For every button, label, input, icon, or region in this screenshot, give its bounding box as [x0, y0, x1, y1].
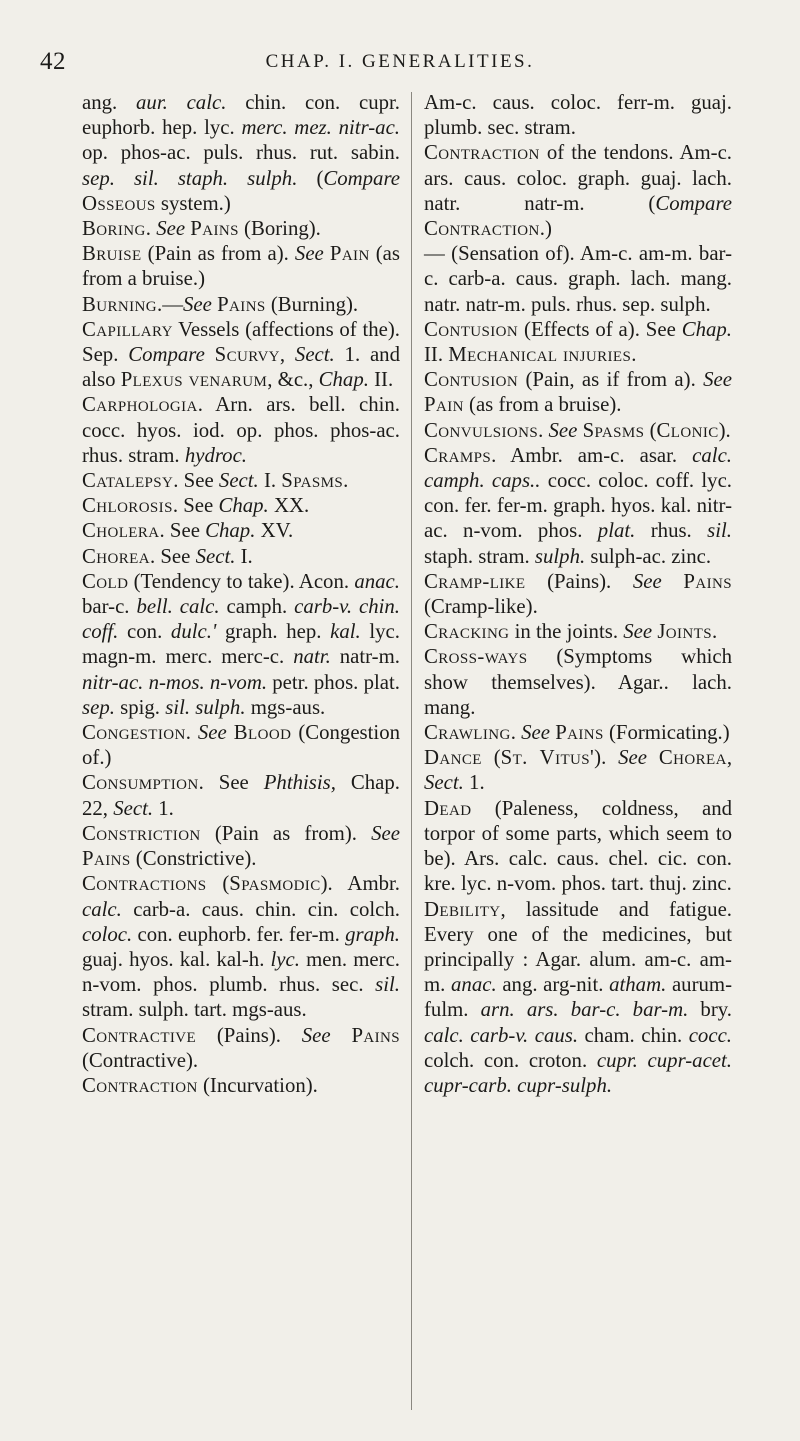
entry-text: ,	[726, 746, 733, 770]
entry-text: .	[185, 721, 198, 745]
entry-text: .	[711, 620, 718, 644]
index-entry	[424, 241, 732, 317]
italic-text: natr.	[293, 645, 331, 669]
italic-text: anac.	[354, 569, 400, 593]
entry-text: (	[481, 746, 501, 770]
entry-text: con. euphorb. fer. fer-m.	[132, 922, 346, 946]
entry-term: Capillary	[82, 317, 173, 341]
entry-term: Congestion	[82, 721, 186, 745]
entry-text: XV.	[255, 519, 294, 543]
italic-text: graph.	[345, 922, 400, 946]
index-entry	[424, 443, 732, 569]
entry-text: lyc. magn-m. merc. merc-c.	[82, 620, 400, 669]
entry-text: (Pain, as if from a).	[518, 368, 704, 392]
index-entry	[424, 140, 732, 241]
entry-term: Contraction	[424, 141, 540, 165]
italic-text: calc. carb-v. caus.	[424, 1023, 579, 1047]
entry-text: .	[538, 418, 549, 442]
entry-text: staph. stram.	[424, 544, 535, 568]
index-entry	[82, 392, 400, 468]
entry-term: Plexus venarum	[120, 368, 268, 392]
entry-text: . See	[172, 494, 219, 518]
entry-term: Chlorosis	[82, 494, 173, 518]
right-column	[424, 90, 732, 1098]
entry-text: (Congestion of.)	[82, 721, 400, 770]
entry-text: Am-c. caus. coloc. ferr-m. guaj. plumb. sec. stram.	[424, 91, 732, 140]
italic-text: plat.	[597, 519, 636, 543]
index-entry	[82, 292, 400, 317]
index-entry	[82, 770, 400, 820]
entry-term: Chorea	[82, 544, 150, 568]
entry-text: bry.	[688, 998, 732, 1022]
entry-text: (Paleness, coldness, and torpor of some parts, which seem to be). Ars. calc. caus. chel. cic. con. kre. lyc. n-vom. phos. tart. thuj. zinc.	[424, 796, 732, 896]
entry-term: Crawling	[424, 721, 511, 745]
entry-text: (Incurvation).	[197, 1073, 318, 1097]
entry-text: .	[343, 469, 349, 493]
entry-text: (Cramp-like).	[424, 595, 538, 619]
entry-text: .	[631, 343, 637, 367]
entry-term: Contractive	[82, 1023, 197, 1047]
entry-text: (Contractive).	[82, 1048, 199, 1072]
italic-text: See	[197, 721, 227, 745]
index-entry	[424, 897, 732, 1099]
entry-text: ,	[279, 343, 295, 367]
page-number: 42	[40, 48, 66, 75]
entry-term: Carphologia	[82, 393, 198, 417]
entry-text: ).	[718, 418, 731, 442]
italic-text: See	[703, 368, 732, 392]
left-column	[82, 90, 400, 1098]
entry-text: mgs-aus.	[245, 695, 326, 719]
italic-text: Compare	[655, 191, 732, 215]
italic-text: See	[632, 569, 662, 593]
entry-term: Cracking	[424, 620, 510, 644]
entry-text: ). Ambr.	[320, 872, 401, 896]
entry-term: Catalepsy	[82, 469, 174, 493]
entry-term: Pain	[424, 393, 464, 417]
index-entry	[424, 367, 732, 417]
entry-text: colch. con. croton.	[424, 1048, 597, 1072]
italic-text: cocc.	[688, 1023, 732, 1047]
entry-term: Cramps	[424, 443, 492, 467]
italic-text: Chap.	[318, 368, 369, 392]
entry-text: (Pain as from a).	[141, 242, 295, 266]
entry-text: . See	[173, 469, 219, 493]
index-entry-continued	[424, 90, 732, 140]
entry-term: Contraction	[82, 1073, 198, 1097]
entry-text: sulph-ac. zinc.	[585, 544, 712, 568]
entry-term: St. Vitus'	[500, 746, 595, 770]
italic-text: Compare	[323, 166, 401, 190]
entry-text: stram. sulph. tart. mgs-aus.	[82, 998, 307, 1022]
entry-text: camph.	[219, 595, 295, 619]
entry-term: Contusion	[424, 368, 519, 392]
column-divider	[411, 92, 412, 1410]
entry-term: Scurvy	[214, 343, 280, 367]
italic-text: sil. sulph.	[165, 695, 246, 719]
entry-text: (Pain as from).	[200, 821, 372, 845]
italic-text: merc. mez. nitr-ac.	[241, 116, 400, 140]
entry-term: Osseous	[82, 191, 156, 215]
entry-text: I.	[258, 469, 282, 493]
entry-text: (as from a bruise.)	[82, 242, 400, 291]
index-entry	[82, 216, 400, 241]
italic-text: cupr. cupr-acet. cupr-carb. cupr-sulph.	[424, 1048, 733, 1097]
italic-text: Compare	[128, 343, 205, 367]
entry-text	[205, 343, 215, 366]
entry-text: . Arn. ars. bell. chin. cocc. hyos. iod. op. phos. phos-ac. rhus. stram.	[82, 393, 400, 467]
entry-text: in the joints.	[509, 620, 624, 644]
italic-text: dulc.'	[170, 620, 217, 644]
entry-text: .—	[157, 292, 184, 316]
entry-text: , &c.,	[267, 368, 319, 392]
entry-text: (as from a bruise).	[463, 393, 622, 417]
entry-text: (	[206, 872, 230, 896]
entry-text: bar-c.	[82, 595, 137, 619]
index-entry	[424, 720, 732, 745]
entry-text: . Ambr. am-c. asar.	[491, 443, 693, 467]
entry-text: 1. and also	[82, 343, 400, 392]
entry-term: Pains	[351, 1023, 401, 1047]
index-entry	[82, 90, 400, 216]
italic-text: nitr-ac. n-mos. n-vom.	[82, 670, 268, 694]
entry-term: Debility	[424, 897, 501, 921]
entry-text	[647, 746, 659, 769]
entry-text: ).	[594, 746, 619, 770]
entry-term: Convulsions	[424, 418, 539, 442]
italic-text: sep. sil. staph. sulph.	[82, 166, 298, 190]
entry-text: men. merc. n-vom. phos. plumb. rhus. sec.	[82, 947, 400, 997]
entry-term: Spasms	[281, 469, 344, 493]
entry-text: .	[145, 217, 157, 241]
italic-text: sil.	[707, 519, 732, 543]
index-entry	[82, 821, 400, 871]
italic-text: See	[301, 1023, 331, 1047]
entry-text: guaj. hyos. kal. kal-h.	[82, 947, 271, 971]
entry-text: (	[644, 418, 657, 442]
italic-text: See	[548, 418, 578, 442]
italic-text: See	[521, 721, 550, 745]
italic-text: atham.	[609, 973, 667, 997]
entry-text	[227, 721, 234, 744]
entry-text: Vessels (affections of the). Sep.	[82, 317, 400, 367]
italic-text: See	[618, 746, 648, 770]
entry-term: Clonic	[656, 418, 719, 442]
entry-text: XX.	[268, 494, 310, 518]
italic-text: sil.	[375, 973, 400, 997]
italic-text: See	[156, 217, 186, 241]
index-entry	[424, 418, 732, 443]
italic-text: bell. calc.	[136, 595, 220, 619]
entry-text: (Pains).	[525, 569, 633, 593]
entry-term: Cholera	[82, 519, 160, 543]
entry-text: op. phos-ac. puls. rhus. rut. sabin.	[82, 141, 400, 165]
entry-text: con.	[118, 620, 171, 644]
italic-text: lyc.	[270, 947, 300, 971]
entry-text: (Constrictive).	[130, 847, 257, 871]
entry-text: II.	[368, 368, 394, 392]
entry-text: II.	[424, 343, 449, 367]
italic-text: Sect.	[218, 469, 259, 493]
entry-term: Dead	[424, 796, 472, 820]
index-entry	[424, 644, 732, 720]
entry-term: Joints	[657, 620, 712, 644]
entry-text: . See	[198, 771, 264, 795]
entry-text: ang. arg-nit.	[496, 973, 610, 997]
entry-term: Pains	[555, 721, 604, 745]
index-entry	[82, 871, 400, 1022]
entry-text: rhus.	[635, 519, 708, 543]
entry-term: Consumption	[82, 771, 199, 795]
entry-text	[662, 570, 684, 593]
entry-text: 1.	[463, 771, 485, 795]
italic-text: See	[371, 821, 400, 845]
italic-text: coloc.	[82, 922, 133, 946]
entry-text: aurum-fulm.	[424, 973, 732, 1022]
entry-term: Blood	[233, 721, 292, 745]
entry-term: Burning	[82, 292, 158, 316]
entry-term: Chorea	[658, 746, 727, 770]
italic-text: Sect.	[424, 771, 464, 795]
entry-text: (Boring).	[238, 217, 321, 241]
entry-term: Pains	[217, 292, 266, 316]
entry-text: 1.	[153, 796, 174, 820]
italic-text: calc. camph. caps..	[424, 443, 732, 493]
entry-term: Contraction	[424, 217, 540, 241]
index-entry	[82, 1073, 400, 1098]
entry-text: .	[510, 721, 522, 745]
entry-term: Boring	[82, 217, 146, 241]
italic-text: carb-v. chin. coff.	[82, 595, 400, 644]
index-entry	[82, 241, 400, 291]
entry-text: ang.	[82, 91, 137, 114]
entry-term: Constriction	[82, 821, 201, 845]
entry-text: (Formicating.)	[603, 721, 730, 745]
index-entry	[82, 317, 400, 393]
italic-text: Sect.	[113, 796, 154, 820]
index-entry	[424, 619, 732, 644]
entry-text: , lassitude and fatigue. Every one of the medicines, but principally : Agar. alum. am-c. am-m.	[424, 897, 732, 997]
italic-text: Chap.	[205, 519, 256, 543]
entry-text: (Pains).	[196, 1023, 302, 1047]
entry-term: Mechanical injuries	[448, 343, 632, 367]
entry-text: — (Sensation of). Am-c. am-m. bar-c. carb-a. caus. graph. lach. mang. natr. natr-m. puls. rhus. sep. sulph.	[424, 242, 732, 316]
italic-text: aur. calc.	[136, 91, 227, 114]
italic-text: calc.	[82, 897, 122, 921]
entry-text: of the tendons. Am-c. ars. caus. coloc. graph. guaj. lach. natr. natr-m. (	[424, 141, 732, 215]
italic-text: Sect.	[195, 544, 236, 568]
chapter-heading: CHAP. I. GENERALITIES.	[265, 51, 535, 72]
italic-text: kal.	[330, 620, 361, 644]
index-entry	[424, 745, 732, 795]
entry-text: cham. chin.	[578, 1023, 689, 1047]
entry-text: Chap. 22,	[82, 771, 400, 820]
italic-text: See	[623, 620, 653, 644]
entry-term: Cramp-like	[424, 569, 526, 593]
italic-text: Chap.	[681, 317, 732, 341]
entry-text: spig.	[114, 695, 166, 719]
entry-text: cocc. coloc. coff. lyc. con. fer. fer-m. graph. hyos. kal. nitr-ac. n-vom. phos.	[424, 469, 732, 543]
italic-text: sulph.	[534, 544, 586, 568]
entry-term: Pains	[190, 217, 239, 241]
index-entry	[424, 796, 732, 897]
entry-text: natr-m.	[330, 645, 400, 669]
italic-text: See	[183, 292, 212, 316]
entry-text	[331, 1024, 352, 1047]
index-entry	[82, 544, 400, 569]
entry-term: Dance	[424, 746, 482, 770]
entry-text: . See	[149, 544, 196, 568]
entry-text: (Burning).	[265, 292, 359, 316]
entry-text: graph. hep.	[216, 620, 331, 644]
index-entry	[424, 569, 732, 619]
entry-text: chin. con. cupr. euphorb. hep. lyc.	[82, 91, 400, 140]
index-entry	[82, 468, 400, 493]
entry-text: (Tendency to take). Acon.	[128, 569, 355, 593]
entry-term: Bruise	[82, 242, 142, 266]
italic-text: Chap.	[218, 494, 269, 518]
entry-text: carb-a. caus. chin. cin. colch.	[121, 897, 400, 921]
entry-term: Pain	[329, 242, 370, 266]
italic-text: Phthisis,	[263, 771, 336, 795]
entry-text: petr. phos. plat.	[267, 670, 400, 694]
italic-text: hydroc.	[184, 443, 248, 467]
index-entry	[82, 1023, 400, 1073]
entry-term: Cold	[82, 569, 129, 593]
entry-term: Spasmodic	[229, 872, 321, 896]
italic-text: See	[294, 242, 324, 266]
entry-text: .)	[539, 217, 552, 241]
italic-text: Sect.	[294, 343, 335, 367]
entry-text: (Symptoms which show themselves). Agar.. lach. mang.	[424, 645, 732, 719]
entry-text: (	[297, 166, 324, 190]
entry-text: I.	[235, 544, 253, 568]
italic-text: anac.	[451, 973, 497, 997]
entry-term: Cross-ways	[424, 645, 528, 669]
entry-term: Pains	[683, 569, 732, 593]
entry-term: Pains	[82, 847, 131, 871]
entry-term: Contusion	[424, 317, 519, 341]
index-entry	[424, 317, 732, 367]
entry-text: . See	[159, 519, 206, 543]
running-head	[40, 48, 760, 78]
index-entry	[82, 518, 400, 543]
index-entry	[82, 569, 400, 720]
index-entry	[82, 720, 400, 770]
entry-text: (Effects of a). See	[518, 317, 682, 341]
italic-text: sep.	[82, 695, 115, 719]
entry-term: Contractions	[82, 872, 207, 896]
entry-text: system.)	[155, 191, 231, 215]
index-entry	[82, 493, 400, 518]
entry-term: Spasms	[582, 418, 645, 442]
italic-text: arn. ars. bar-c. bar-m.	[480, 998, 689, 1022]
